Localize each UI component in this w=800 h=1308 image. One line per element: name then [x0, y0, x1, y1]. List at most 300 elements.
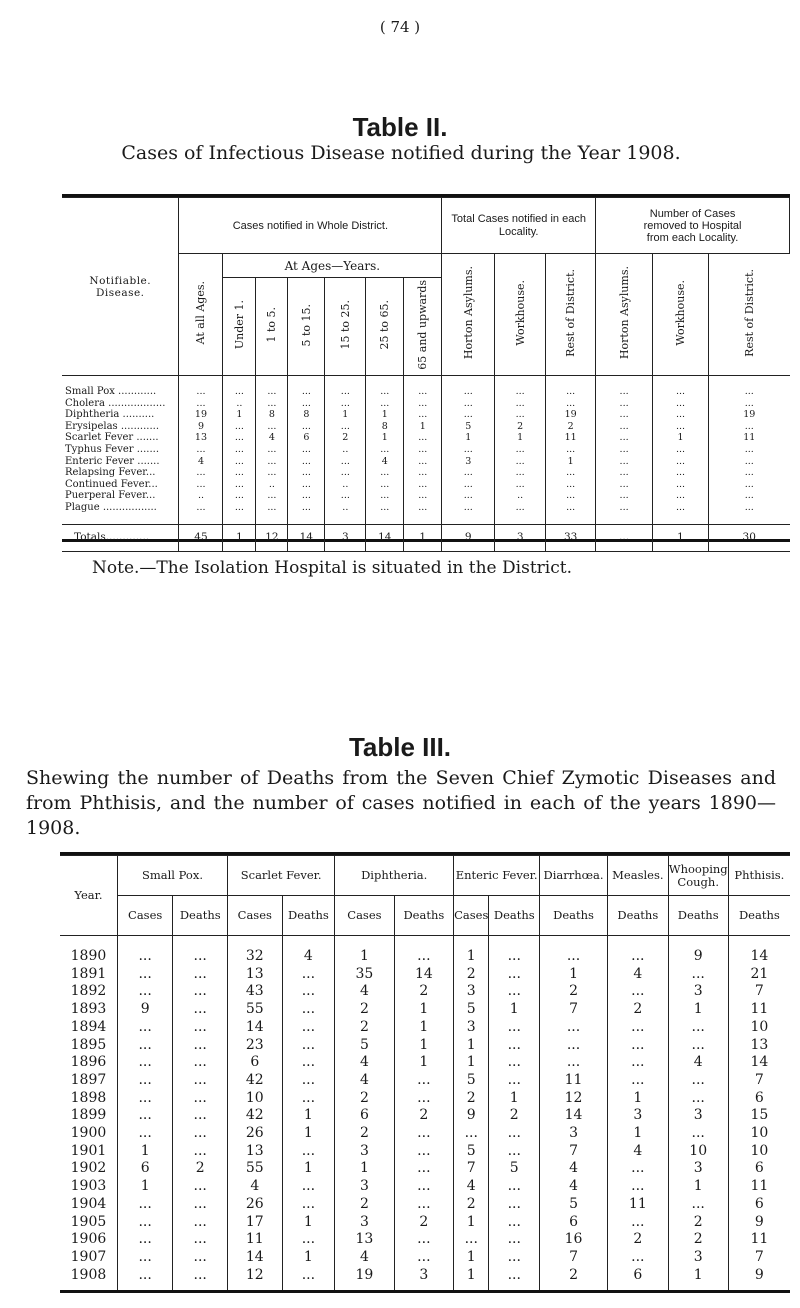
spacer-cell — [489, 1284, 540, 1290]
table-cell: 1 — [607, 1125, 668, 1143]
table-cell: ... — [223, 467, 256, 479]
table-cell: ... — [596, 444, 653, 456]
table-cell: 26 — [228, 1125, 282, 1143]
table-cell: ... — [607, 1249, 668, 1267]
table-cell: ... — [173, 1178, 228, 1196]
table-cell: 2 — [173, 1160, 228, 1178]
table-cell: 1 — [394, 1037, 454, 1055]
table-2-caption: Cases of Infectious Disease notified during the Year 1908. — [121, 142, 681, 164]
table-cell: 14 — [728, 948, 790, 966]
table-cell: ... — [223, 421, 256, 433]
table-cell: 1 — [489, 1001, 540, 1019]
col-removed-workhouse-label: Workhouse. — [674, 280, 688, 346]
table-cell: ... — [653, 490, 709, 502]
table-cell: 10 — [728, 1143, 790, 1161]
disease-name: Plague ................. — [62, 502, 179, 514]
table-cell: ... — [117, 966, 172, 984]
table-row — [60, 1107, 790, 1125]
table-row — [60, 1001, 790, 1019]
table-cell: .. — [256, 479, 288, 491]
table-cell: 1 — [546, 456, 596, 468]
group-removed-line1: Number of Cases — [649, 207, 736, 220]
table-cell: ... — [288, 421, 325, 433]
table-cell: 19 — [708, 409, 789, 421]
table-cell: 1 — [282, 1214, 335, 1232]
table-cell: 1 — [540, 966, 608, 984]
table-cell: 14 — [394, 966, 454, 984]
sub-deaths: Deaths — [728, 896, 790, 936]
year-cell: 1899 — [60, 1107, 117, 1125]
table-cell: 14 — [540, 1107, 608, 1125]
table-cell: 11 — [228, 1231, 282, 1249]
spacer-cell — [282, 1284, 335, 1290]
col-locality-horton-label: Horton Asylums. — [461, 266, 475, 360]
table-cell: 1 — [454, 948, 489, 966]
table-cell: 1 — [607, 1090, 668, 1108]
table-cell: ... — [325, 467, 366, 479]
table-cell: ... — [596, 479, 653, 491]
table-row — [62, 409, 790, 421]
table-cell: ... — [668, 1072, 728, 1090]
table-cell: 55 — [228, 1001, 282, 1019]
table-cell: 2 — [454, 1090, 489, 1108]
table-cell: .. — [179, 490, 223, 502]
col-all-ages — [179, 254, 223, 376]
spacer-cell — [394, 1284, 454, 1290]
spacer-cell — [325, 514, 366, 525]
disease-name: Small Pox ............ — [62, 386, 179, 398]
table-cell: 4 — [454, 1178, 489, 1196]
col-disease-line1: Notifiable. — [89, 274, 152, 287]
disease-name: Typhus Fever ....... — [62, 444, 179, 456]
table-cell: 3 — [335, 1214, 394, 1232]
table-cell: 4 — [282, 948, 335, 966]
table-cell: 42 — [228, 1107, 282, 1125]
table-cell: 13 — [179, 432, 223, 444]
sub-deaths: Deaths — [282, 896, 335, 936]
table-row — [60, 1178, 790, 1196]
table-cell: 3 — [668, 1107, 728, 1125]
table-cell: 2 — [394, 1214, 454, 1232]
table-cell: 12 — [540, 1090, 608, 1108]
table-cell: ... — [404, 432, 442, 444]
year-cell: 1890 — [60, 948, 117, 966]
table-row — [60, 983, 790, 1001]
group-phthisis: Phthisis. — [728, 856, 790, 896]
table-cell: 2 — [607, 1231, 668, 1249]
totals-cell: 3 — [325, 524, 366, 551]
year-cell: 1907 — [60, 1249, 117, 1267]
spacer-cell — [60, 1284, 117, 1290]
sub-cases: Cases — [454, 896, 489, 936]
table-cell: 7 — [728, 1072, 790, 1090]
table-cell: ... — [489, 1072, 540, 1090]
table-cell: ... — [288, 479, 325, 491]
table-cell: 19 — [179, 409, 223, 421]
table-cell: ... — [489, 948, 540, 966]
table-cell: ... — [607, 1019, 668, 1037]
table-cell: ... — [288, 386, 325, 398]
table-cell: .. — [325, 444, 366, 456]
table-row — [62, 398, 790, 410]
table-cell: ... — [394, 1160, 454, 1178]
table-cell: 9 — [728, 1267, 790, 1285]
table-cell: 21 — [728, 966, 790, 984]
totals-cell: 1 — [404, 524, 442, 551]
year-cell: 1891 — [60, 966, 117, 984]
table-cell: ... — [117, 1214, 172, 1232]
table-2-body — [62, 376, 790, 552]
table-cell: ... — [325, 421, 366, 433]
table-cell: 1 — [495, 432, 546, 444]
table-cell: 4 — [668, 1054, 728, 1072]
group-removed-line3: from each Locality. — [646, 231, 739, 244]
col-age-under-1-label: Under 1. — [232, 300, 246, 350]
sub-cases: Cases — [335, 896, 394, 936]
table-cell: 2 — [335, 1125, 394, 1143]
totals-cell: 1 — [653, 524, 709, 551]
table-cell: ... — [489, 1214, 540, 1232]
table-cell: 14 — [228, 1249, 282, 1267]
table-cell: ... — [223, 386, 256, 398]
col-removed-workhouse — [653, 254, 709, 376]
table-cell: ... — [325, 386, 366, 398]
col-age-25-65-label: 25 to 65. — [378, 300, 392, 350]
table-cell: ... — [117, 1267, 172, 1285]
table-cell: ... — [282, 1196, 335, 1214]
table-cell: ... — [668, 1037, 728, 1055]
year-cell: 1897 — [60, 1072, 117, 1090]
table-cell: 7 — [728, 983, 790, 1001]
spacer-cell — [495, 514, 546, 525]
table-cell: 1 — [454, 1267, 489, 1285]
table-cell: ... — [173, 1072, 228, 1090]
table-cell: 2 — [540, 983, 608, 1001]
table-cell: ... — [394, 1231, 454, 1249]
spacer-cell — [546, 514, 596, 525]
spacer-cell — [256, 514, 288, 525]
table-cell: 2 — [489, 1107, 540, 1125]
table-cell: 1 — [282, 1249, 335, 1267]
totals-cell: 45 — [179, 524, 223, 551]
table-cell: ... — [489, 1019, 540, 1037]
table-cell: ... — [256, 444, 288, 456]
table-cell: 11 — [728, 1001, 790, 1019]
table-cell: ... — [366, 398, 404, 410]
table-cell: 5 — [335, 1037, 394, 1055]
table-cell: 1 — [668, 1267, 728, 1285]
year-cell: 1895 — [60, 1037, 117, 1055]
table-cell: ... — [596, 386, 653, 398]
table-cell: ... — [708, 479, 789, 491]
table-cell: ... — [282, 1090, 335, 1108]
table-cell: ... — [596, 432, 653, 444]
table-cell: 1 — [282, 1160, 335, 1178]
year-cell: 1894 — [60, 1019, 117, 1037]
group-total-locality: Total Cases notified in each Locality. — [442, 198, 596, 254]
totals-row — [62, 524, 790, 551]
table-cell: ... — [442, 444, 495, 456]
table-cell: ... — [288, 444, 325, 456]
table-cell: 3 — [454, 983, 489, 1001]
table-cell: ... — [366, 386, 404, 398]
table-cell: 1 — [394, 1019, 454, 1037]
year-cell: 1908 — [60, 1267, 117, 1285]
table-cell: ... — [653, 398, 709, 410]
table-cell: ... — [173, 1019, 228, 1037]
table-cell: ... — [288, 398, 325, 410]
group-measles: Measles. — [607, 856, 668, 896]
table-2-spacer — [62, 514, 790, 525]
table-cell: 3 — [668, 1249, 728, 1267]
table-cell: 26 — [228, 1196, 282, 1214]
table-cell: 9 — [454, 1107, 489, 1125]
table-cell: ... — [540, 1037, 608, 1055]
totals-cell: 30 — [708, 524, 789, 551]
table-cell: ... — [489, 1249, 540, 1267]
table-cell: 5 — [454, 1072, 489, 1090]
table-cell: ... — [366, 479, 404, 491]
table-cell: ... — [442, 490, 495, 502]
table-cell: ... — [708, 490, 789, 502]
table-cell: ... — [173, 1196, 228, 1214]
col-year: Year. — [60, 856, 117, 936]
table-cell: ... — [173, 1267, 228, 1285]
table-cell: ... — [489, 1054, 540, 1072]
group-diphtheria: Diphtheria. — [335, 856, 454, 896]
table-row — [60, 1160, 790, 1178]
year-cell: 1900 — [60, 1125, 117, 1143]
table-cell: ... — [256, 502, 288, 514]
table-cell: ... — [282, 1001, 335, 1019]
table-cell: 1 — [442, 432, 495, 444]
table-cell: ... — [540, 1019, 608, 1037]
table-3-spacer — [60, 936, 790, 949]
table-cell: 2 — [335, 1196, 394, 1214]
table-cell: 1 — [454, 1037, 489, 1055]
col-age-1-5 — [256, 278, 288, 376]
spacer-cell — [596, 514, 653, 525]
table-cell: ... — [173, 1231, 228, 1249]
table-cell: 14 — [228, 1019, 282, 1037]
table-cell: 6 — [228, 1054, 282, 1072]
table-cell: 9 — [117, 1001, 172, 1019]
table-cell: ... — [223, 479, 256, 491]
table-row — [62, 456, 790, 468]
table-cell: ... — [495, 479, 546, 491]
table-cell: ... — [256, 490, 288, 502]
table-row — [60, 1090, 790, 1108]
table-cell: ... — [173, 983, 228, 1001]
table-cell: ... — [117, 983, 172, 1001]
spacer-cell — [62, 514, 179, 525]
table-row — [60, 948, 790, 966]
table-cell: ... — [288, 490, 325, 502]
totals-cell: 33 — [546, 524, 596, 551]
table-cell: 14 — [728, 1054, 790, 1072]
table-cell: ... — [607, 1072, 668, 1090]
table-cell: ... — [288, 467, 325, 479]
table-cell: 4 — [256, 432, 288, 444]
table-cell: ... — [394, 1143, 454, 1161]
year-cell: 1906 — [60, 1231, 117, 1249]
table-cell: 3 — [394, 1267, 454, 1285]
table-cell: ... — [489, 1143, 540, 1161]
table-cell: ... — [117, 1196, 172, 1214]
year-cell: 1901 — [60, 1143, 117, 1161]
disease-name: Diphtheria .......... — [62, 409, 179, 421]
table-cell: 6 — [728, 1090, 790, 1108]
table-cell: ... — [282, 1143, 335, 1161]
table-cell: 2 — [668, 1214, 728, 1232]
table-cell: 3 — [454, 1019, 489, 1037]
year-cell: 1896 — [60, 1054, 117, 1072]
totals-cell: 14 — [288, 524, 325, 551]
table-cell: ... — [495, 444, 546, 456]
spacer-cell — [668, 1284, 728, 1290]
disease-name: Continued Fever... — [62, 479, 179, 491]
table-cell: ... — [596, 467, 653, 479]
table-cell: 10 — [728, 1125, 790, 1143]
table-cell: ... — [173, 1037, 228, 1055]
table-cell: 2 — [335, 1019, 394, 1037]
subgroup-ages: At Ages—Years. — [223, 254, 442, 278]
table-cell: ... — [179, 386, 223, 398]
table-row — [60, 1143, 790, 1161]
table-cell: 2 — [495, 421, 546, 433]
spacer-cell — [223, 514, 256, 525]
table-cell: ... — [173, 1143, 228, 1161]
table-cell: ... — [607, 948, 668, 966]
table-cell: ... — [442, 398, 495, 410]
table-cell: ... — [546, 386, 596, 398]
table-cell: 1 — [325, 409, 366, 421]
table-cell: 7 — [454, 1160, 489, 1178]
table-cell: 11 — [728, 1231, 790, 1249]
table-cell: ... — [173, 966, 228, 984]
table-cell: ... — [668, 1125, 728, 1143]
table-cell: ... — [708, 502, 789, 514]
table-cell: 11 — [546, 432, 596, 444]
table-row — [62, 432, 790, 444]
table-cell: 3 — [442, 456, 495, 468]
table-cell: 1 — [335, 1160, 394, 1178]
table-cell: ... — [394, 1196, 454, 1214]
group-small-pox: Small Pox. — [117, 856, 227, 896]
table-cell: 2 — [546, 421, 596, 433]
table-cell: ... — [117, 1090, 172, 1108]
spacer-cell — [228, 1284, 282, 1290]
table-cell: 6 — [728, 1160, 790, 1178]
table-cell: ... — [495, 386, 546, 398]
col-disease — [62, 198, 179, 376]
table-cell: 12 — [228, 1267, 282, 1285]
table-cell: ... — [495, 502, 546, 514]
table-cell: ... — [607, 1054, 668, 1072]
table-cell: ... — [117, 1072, 172, 1090]
table-cell: 8 — [256, 409, 288, 421]
table-cell: ... — [442, 409, 495, 421]
table-cell: 10 — [668, 1143, 728, 1161]
table-cell: ... — [282, 1231, 335, 1249]
year-cell: 1904 — [60, 1196, 117, 1214]
table-row — [62, 502, 790, 514]
totals-cell: 3 — [495, 524, 546, 551]
table-cell: ... — [117, 1231, 172, 1249]
table-row — [60, 1267, 790, 1285]
table-cell: ... — [596, 502, 653, 514]
table-cell: 10 — [728, 1019, 790, 1037]
spacer-cell — [728, 1284, 790, 1290]
table-2-heading: Table II. — [352, 112, 448, 142]
table-cell: ... — [495, 409, 546, 421]
table-cell: ... — [394, 1072, 454, 1090]
table-cell: 16 — [540, 1231, 608, 1249]
col-age-5-15-label: 5 to 15. — [299, 303, 313, 347]
table-cell: 3 — [335, 1143, 394, 1161]
table-cell: ... — [708, 398, 789, 410]
table-cell: ... — [173, 1054, 228, 1072]
table-cell: 7 — [540, 1143, 608, 1161]
table-row — [60, 1214, 790, 1232]
table-cell: 1 — [668, 1178, 728, 1196]
group-whooping-cough: Whooping Cough. — [668, 856, 728, 896]
table-cell: ... — [173, 1107, 228, 1125]
table-cell: 13 — [228, 1143, 282, 1161]
table-cell: ... — [282, 1267, 335, 1285]
table-cell: 8 — [288, 409, 325, 421]
table-row — [62, 490, 790, 502]
table-cell: 6 — [728, 1196, 790, 1214]
spacer-cell — [335, 1284, 394, 1290]
table-cell: 4 — [607, 966, 668, 984]
table-cell: ... — [282, 1072, 335, 1090]
table-cell: ... — [404, 467, 442, 479]
table-cell: ... — [653, 444, 709, 456]
table-cell: 3 — [668, 1160, 728, 1178]
table-cell: 1 — [335, 948, 394, 966]
table-cell: ... — [489, 1196, 540, 1214]
totals-cell: 9 — [442, 524, 495, 551]
table-cell: 11 — [540, 1072, 608, 1090]
table-cell: ... — [607, 1037, 668, 1055]
table-cell: 1 — [454, 1214, 489, 1232]
table-cell: ... — [325, 398, 366, 410]
totals-cell: 14 — [366, 524, 404, 551]
table-cell: ... — [653, 421, 709, 433]
table-cell: 13 — [228, 966, 282, 984]
table-cell: ... — [404, 409, 442, 421]
table-cell: ... — [223, 502, 256, 514]
table-cell: .. — [325, 479, 366, 491]
table-row — [60, 1125, 790, 1143]
table-cell: ... — [442, 467, 495, 479]
table-cell: 6 — [117, 1160, 172, 1178]
table-cell: 9 — [179, 421, 223, 433]
table-cell: ... — [404, 490, 442, 502]
table-cell: 2 — [668, 1231, 728, 1249]
table-cell: ... — [404, 456, 442, 468]
table-cell: ... — [117, 1249, 172, 1267]
table-cell: 4 — [335, 1054, 394, 1072]
table-cell: ... — [607, 1160, 668, 1178]
table-cell: 17 — [228, 1214, 282, 1232]
table-cell: ... — [489, 1178, 540, 1196]
table-cell: 7 — [540, 1001, 608, 1019]
table-cell: 6 — [540, 1214, 608, 1232]
table-cell: ... — [708, 421, 789, 433]
table-cell: 10 — [228, 1090, 282, 1108]
